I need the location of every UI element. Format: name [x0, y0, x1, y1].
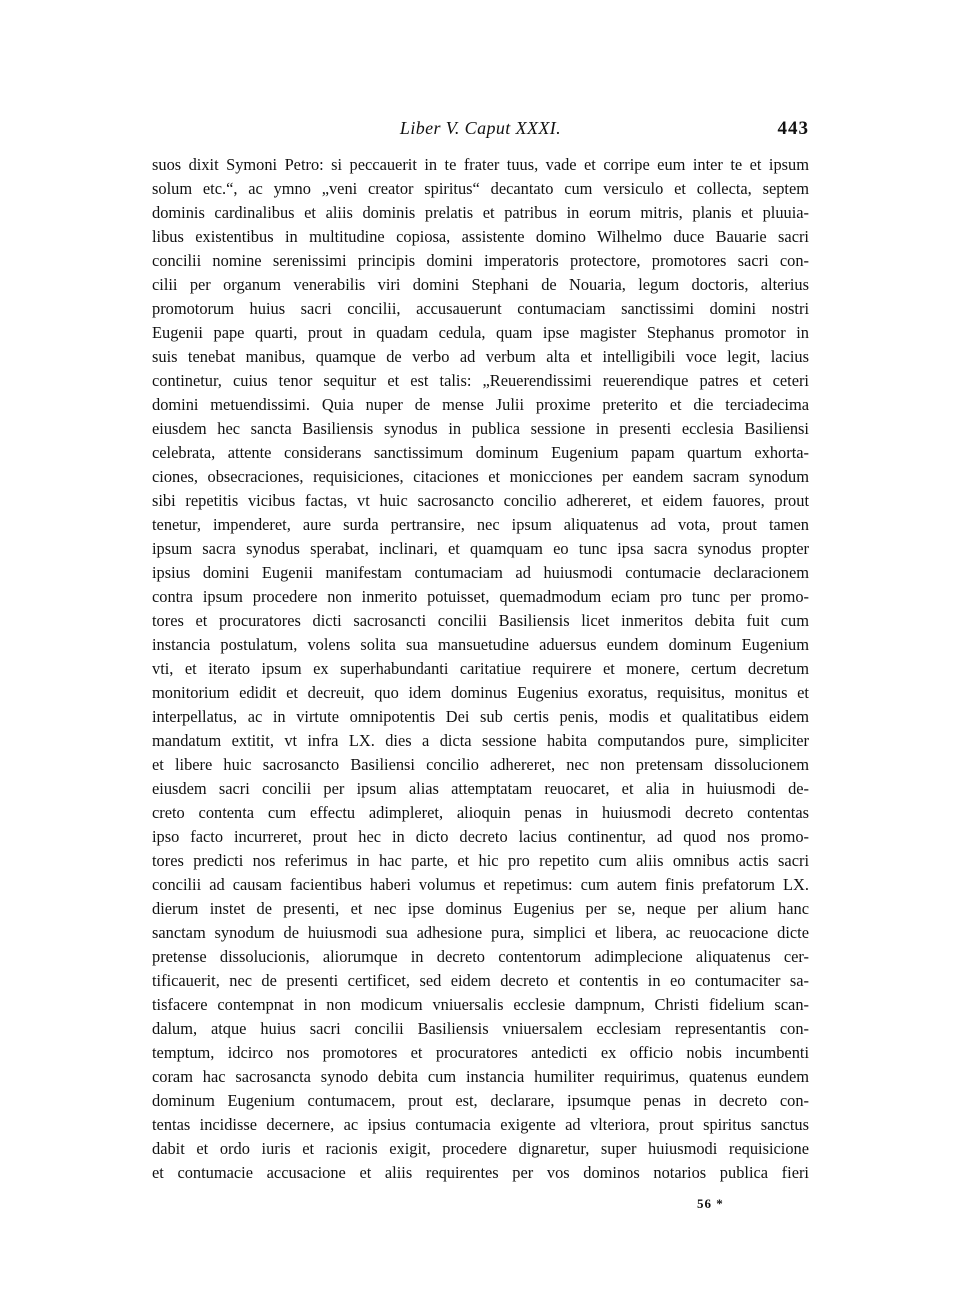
text-line: contra ipsum procedere non inmerito potuisset, quemadmodum eciam pro tunc per promo- — [152, 587, 809, 606]
text-line: cilii per organum venerabilis viri domini Stephani de Nouaria, legum doctoris, alterius — [152, 275, 809, 294]
text-line: domini metuendissimi. Quia nuper de mense Julii proxime preterito et die terciadecima — [152, 395, 809, 414]
text-line: coram hac sacrosancta synodo debita cum instancia humiliter requirimus, quatenus eundem — [152, 1067, 809, 1086]
body-text — [152, 153, 809, 1185]
text-line: ipsius domini Eugenii manifestam contumaciam ad huiusmodi contumacie declaracionem — [152, 563, 809, 582]
text-line: concilii ad causam facientibus haberi volumus et repetimus: cum autem finis prefatorum LX. — [152, 875, 809, 894]
text-line: ciones, obsecraciones, requisiciones, citaciones et monicciones per eandem sacram synodum — [152, 467, 809, 486]
text-line: temptum, idcirco nos promotores et procuratores antedicti ex officio nobis incumbenti — [152, 1043, 809, 1062]
text-line: monitorium edidit et decreuit, quo idem dominus Eugenius exoratus, requisitus, monitus et — [152, 683, 809, 702]
text-line: suos dixit Symoni Petro: si peccauerit in te frater tuus, vade et corripe eum inter te et ipsum — [152, 155, 809, 174]
text-line: Eugenii pape quarti, prout in quadam cedula, quam ipse magister Stephanus promotor in — [152, 323, 809, 342]
signature-mark: 56 * — [697, 1196, 724, 1211]
text-line: sibi repetitis vicibus factas, vt huic sacrosancto concilio adhereret, et eidem fauores, prout — [152, 491, 809, 510]
text-line: celebrata, attente considerans sanctissimum dominum Eugenium papam quartum exhorta- — [152, 443, 809, 462]
text-line: concilii nomine serenissimi principis domini imperatoris protectore, promotores sacri con- — [152, 251, 809, 270]
text-line: promotorum huius sacri concilii, accusauerunt contumaciam sanctissimi domini nostri — [152, 299, 809, 318]
text-line: libus existentibus in multitudine copiosa, assistente domino Wilhelmo duce Bauarie sacri — [152, 227, 809, 246]
text-line: et contumacie accusacione et aliis requirentes per vos dominos notarios publica fieri — [152, 1163, 809, 1182]
text-line: ipso facto incurreret, prout hec in dicto decreto lacius continentur, ad quod nos promo- — [152, 827, 809, 846]
text-line: tores et procuratores dicti sacrosancti concilii Basiliensis licet inmeritos debita fuit cum — [152, 611, 809, 630]
text-line: dierum instet de presenti, et nec ipse dominus Eugenius per se, neque per alium hanc — [152, 899, 809, 918]
text-line: tisfacere contempnat in non modicum vniuersalis ecclesie dampnum, Christi fidelium scan- — [152, 995, 809, 1014]
text-line: mandatum extitit, vt infra LX. dies a dicta sessione habita computandos pure, simpliciter — [152, 731, 809, 750]
text-line: dabit et ordo iuris et racionis exigit, procedere dignaretur, super huiusmodi requisicione — [152, 1139, 809, 1158]
text-line: tentas incidisse decernere, ac ipsius contumacia exigente ad vlteriora, prout spiritus sanctus — [152, 1115, 809, 1134]
text-line: vti, et iterato ipsum ex superhabundanti caritatiue requirere et monere, certum decretum — [152, 659, 809, 678]
text-line: eiusdem sacri concilii per ipsum alias attemptatam reuocaret, et alia in huiusmodi de- — [152, 779, 809, 798]
text-line: dominis cardinalibus et aliis dominis prelatis et patribus in eorum mitris, planis et pluuia- — [152, 203, 809, 222]
text-line: dalum, atque huius sacri concilii Basiliensis vniuersalem ecclesiam representantis con- — [152, 1019, 809, 1038]
text-line: creto contenta cum effectu adimpleret, alioquin penas in huiusmodi decreto contentas — [152, 803, 809, 822]
text-line: continetur, cuius tenor sequitur et est talis: „Reuerendissimi reuerendique patres et ceteri — [152, 371, 809, 390]
running-head — [152, 118, 809, 144]
text-line: et libere huic sacrosancto Basiliensi concilio adhereret, nec non pretensam dissolucionem — [152, 755, 809, 774]
text-line: sanctam synodum de huiusmodi sua adhesione pura, simplici et libera, ac reuocacione dicte — [152, 923, 809, 942]
text-line: pretense dissolucionis, aliorumque in decreto contentorum adimplecione aliquatenus cer- — [152, 947, 809, 966]
text-line: eiusdem hec sancta Basiliensis synodus in publica sessione in presenti ecclesia Basiliensi — [152, 419, 809, 438]
text-line: solum etc.“, ac ymno „veni creator spiritus“ decantato cum versiculo et collecta, septem — [152, 179, 809, 198]
text-line: dominum Eugenium contumacem, prout est, declarare, ipsumque penas in decreto con- — [152, 1091, 809, 1110]
text-line: ipsum sacra synodus sperabat, inclinari, et quamquam eo tunc ipsa sacra synodus propter — [152, 539, 809, 558]
text-line: tenetur, impenderet, aure surda pertransire, nec ipsum aliquatenus ad vota, prout tamen — [152, 515, 809, 534]
text-line: suis tenebat manibus, quamque de verbo ad verbum alta et intelligibili voce legit, lacius — [152, 347, 809, 366]
text-line: tificauerit, nec de presenti certificet, sed eidem decreto et contentis in eo contumaciter sa- — [152, 971, 809, 990]
text-line: instancia postulatum, volens solita sua mansuetudine aduersus eundem dominum Eugenium — [152, 635, 809, 654]
text-line: tores predicti nos referimus in hac parte, et hic pro repetito cum aliis omnibus actis sacri — [152, 851, 809, 870]
page-number: 443 — [777, 118, 809, 139]
text-line: interpellatus, ac in virtute omnipotentis Dei sub certis penis, modis et qualitatibus eidem — [152, 707, 809, 726]
running-title: Liber V. Caput XXXI. — [399, 118, 562, 138]
